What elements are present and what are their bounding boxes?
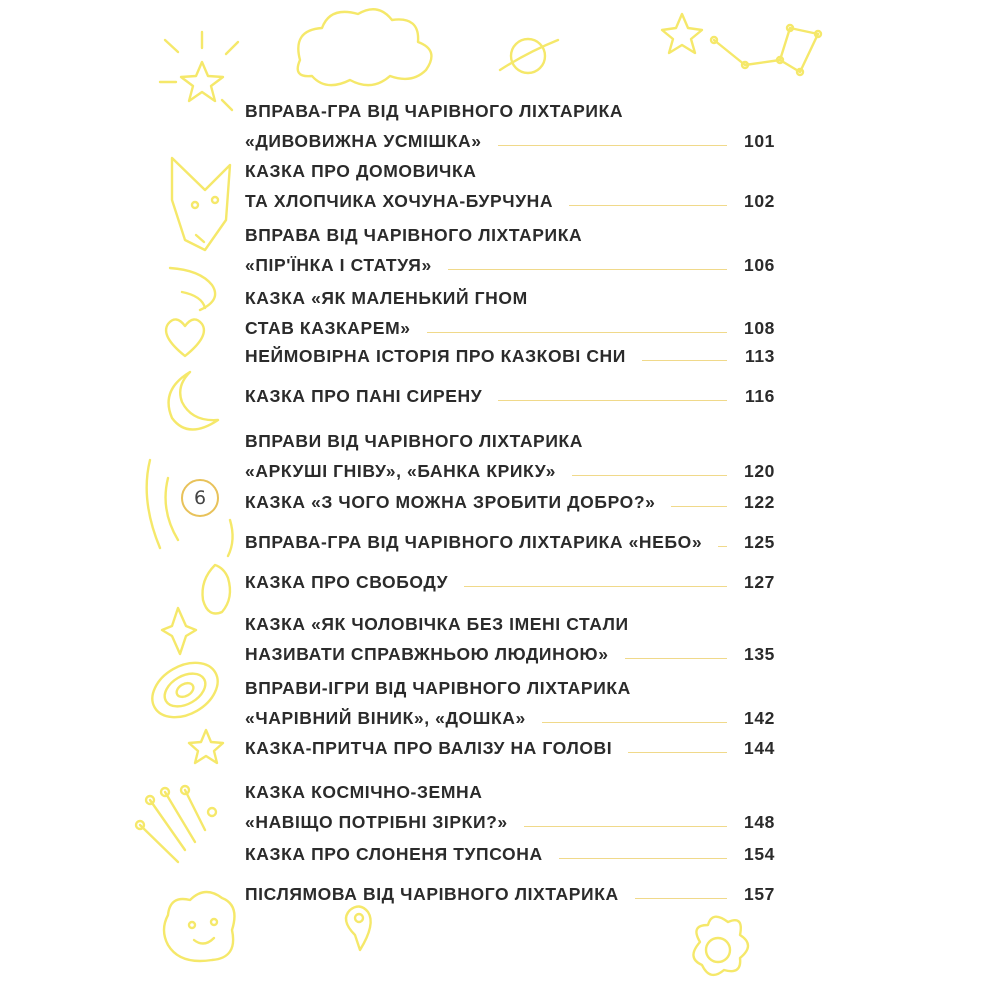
toc-entry: [245, 835, 775, 865]
toc-entry-title: СТАВ КАЗКАРЕМ»: [245, 318, 411, 338]
toc-page-number: 122: [744, 492, 775, 512]
toc-entry-line: [245, 729, 775, 759]
toc-entry-line: [245, 377, 775, 407]
toc-page-number: 113: [744, 346, 775, 366]
toc-page-number: 127: [744, 572, 775, 592]
toc-page-number: 142: [744, 708, 775, 728]
toc-entry-line: [245, 605, 775, 635]
toc-entry-line: [245, 803, 775, 833]
toc-entry-line: [245, 216, 775, 246]
toc-leader-line: [625, 658, 727, 659]
toc-entry: [245, 563, 775, 593]
toc-entry-line: [245, 523, 775, 553]
toc-entry-line: [245, 835, 775, 865]
toc-entry-line: [245, 182, 775, 212]
toc-entry-title: КАЗКА ПРО ПАНІ СИРЕНУ: [245, 386, 483, 406]
toc-entry: [245, 216, 775, 276]
toc-entry: [245, 377, 775, 407]
toc-entry-title: «ЧАРІВНИЙ ВІНИК», «ДОШКА»: [245, 708, 526, 728]
toc-leader-line: [464, 586, 727, 587]
toc-entry-line: [245, 635, 775, 665]
toc-entry-title: КАЗКА-ПРИТЧА ПРО ВАЛІЗУ НА ГОЛОВІ: [245, 738, 613, 758]
toc-leader-line: [559, 858, 727, 859]
toc-entry-title: КАЗКА ПРО СВОБОДУ: [245, 572, 449, 592]
toc-entry-title: ВПРАВА-ГРА ВІД ЧАРІВНОГО ЛІХТАРИКА «НЕБО»: [245, 532, 703, 552]
toc-entry: [245, 875, 775, 905]
toc-page-number: 154: [744, 844, 775, 864]
toc-entry-title: КАЗКА ПРО СЛОНЕНЯ ТУПСОНА: [245, 844, 543, 864]
toc-entry: [245, 337, 775, 367]
toc-entry: [245, 523, 775, 553]
toc-leader-line: [448, 269, 727, 270]
toc-entry: [245, 605, 775, 665]
toc-page-number: 157: [744, 884, 775, 904]
toc-entry-title: «ДИВОВИЖНА УСМІШКА»: [245, 131, 482, 151]
toc-page-number: 101: [744, 131, 775, 151]
toc-page-number: 135: [744, 644, 775, 664]
toc-page-number: 125: [744, 532, 775, 552]
toc-leader-line: [572, 475, 727, 476]
toc-leader-line: [569, 205, 727, 206]
toc-entry-line: [245, 122, 775, 152]
toc-entry-title: «АРКУШІ ГНІВУ», «БАНКА КРИКУ»: [245, 461, 556, 481]
toc-entry-line: [245, 337, 775, 367]
toc-entry-line: [245, 452, 775, 482]
toc-page-number: 120: [744, 461, 775, 481]
toc-entry: [245, 279, 775, 339]
toc-page-number: 108: [744, 318, 775, 338]
toc-leader-line: [642, 360, 727, 361]
toc-leader-line: [628, 752, 727, 753]
toc-entry: [245, 92, 775, 152]
toc-entry-line: [245, 92, 775, 122]
toc-page-number: 106: [744, 255, 775, 275]
toc-leader-line: [524, 826, 727, 827]
toc-entry-line: [245, 152, 775, 182]
toc-entry: [245, 422, 775, 482]
toc-entry-title: НАЗИВАТИ СПРАВЖНЬОЮ ЛЮДИНОЮ»: [245, 644, 609, 664]
page-number-badge: 6: [181, 479, 219, 517]
toc-entry-title: ВПРАВИ-ІГРИ ВІД ЧАРІВНОГО ЛІХТАРИКА: [245, 678, 631, 698]
toc-entry-line: [245, 563, 775, 593]
toc-leader-line: [498, 400, 727, 401]
toc-entry-line: [245, 699, 775, 729]
toc-entry-title: ВПРАВА ВІД ЧАРІВНОГО ЛІХТАРИКА: [245, 225, 583, 245]
toc-entry-title: ПІСЛЯМОВА ВІД ЧАРІВНОГО ЛІХТАРИКА: [245, 884, 619, 904]
toc-entry-line: [245, 279, 775, 309]
toc-entry-title: «НАВІЩО ПОТРІБНІ ЗІРКИ?»: [245, 812, 508, 832]
toc-entry: [245, 669, 775, 729]
toc-entry-title: ВПРАВА-ГРА ВІД ЧАРІВНОГО ЛІХТАРИКА: [245, 101, 624, 121]
toc-entry-title: ТА ХЛОПЧИКА ХОЧУНА-БУРЧУНА: [245, 191, 554, 211]
toc-entry-title: НЕЙМОВІРНА ІСТОРІЯ ПРО КАЗКОВІ СНИ: [245, 346, 626, 366]
toc-entry: [245, 152, 775, 212]
toc-entry-title: КАЗКА ПРО ДОМОВИЧКА: [245, 161, 477, 181]
toc-leader-line: [671, 506, 727, 507]
toc-entry-line: [245, 246, 775, 276]
toc-entry-title: «ПІР'ЇНКА І СТАТУЯ»: [245, 255, 432, 275]
toc-leader-line: [427, 332, 727, 333]
toc-entry-line: [245, 483, 775, 513]
toc-entry-line: [245, 875, 775, 905]
toc-entry-line: [245, 669, 775, 699]
toc-entry-title: КАЗКА «ЯК ЧОЛОВІЧКА БЕЗ ІМЕНІ СТАЛИ: [245, 614, 629, 634]
toc-entry: [245, 729, 775, 759]
toc-entry-line: [245, 422, 775, 452]
toc-entry-title: ВПРАВИ ВІД ЧАРІВНОГО ЛІХТАРИКА: [245, 431, 584, 451]
toc-leader-line: [718, 546, 727, 547]
toc-entry-title: КАЗКА «ЯК МАЛЕНЬКИЙ ГНОМ: [245, 288, 528, 308]
toc-page-number: 148: [744, 812, 775, 832]
toc-page-number: 102: [744, 191, 775, 211]
toc-entry-line: [245, 773, 775, 803]
toc-entry-line: [245, 309, 775, 339]
toc-leader-line: [498, 145, 727, 146]
toc-page-number: 144: [744, 738, 775, 758]
toc-entry: [245, 773, 775, 833]
toc-entry-title: КАЗКА КОСМІЧНО-ЗЕМНА: [245, 782, 483, 802]
toc-entry-title: КАЗКА «З ЧОГО МОЖНА ЗРОБИТИ ДОБРО?»: [245, 492, 656, 512]
toc-leader-line: [635, 898, 727, 899]
toc-entry: [245, 483, 775, 513]
toc-page-number: 116: [744, 386, 775, 406]
toc-leader-line: [542, 722, 727, 723]
